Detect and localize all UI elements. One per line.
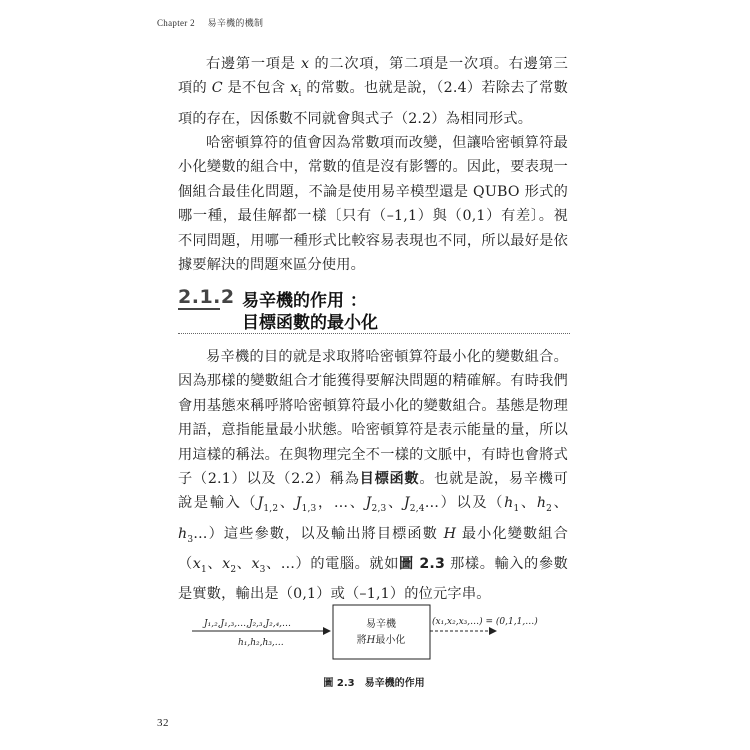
text-run: 、…）的電腦。就如 [265,555,399,572]
body-text-bottom [178,345,568,607]
math-symbol: h [504,495,514,512]
page-number: 32 [157,717,169,729]
math-symbol: H [443,525,457,542]
figure-ising-machine-box [333,605,430,659]
section-dotted-rule [178,333,570,334]
text-run: 。也就是說，易辛機可說是輸入（ [178,471,568,512]
section-title-line1: 易辛機的作用 ： [242,291,367,311]
figure-diagram [178,600,570,672]
figure-box-title: 易辛機 [366,619,396,630]
paragraph [178,131,568,277]
text-run: 哈密頓算符的值會因為常數項而改變，但讓哈密頓算符最小化變數的組合中，常數的值是沒有影響的。因此，要表現一個組合最佳化問題，不論是使用易辛模型還是 QUBO 形式的哪一種，最佳解都一樣〔只有（–1,1）與（0,1）有差〕。視不同問題，用哪一種形式比較容易表現也不同，所以最好是依據要解決的問題來區分使用。 [178,135,568,274]
running-head-title: 易辛機的機制 [207,18,264,28]
paragraph [178,52,568,131]
figure-input-parameters-h: h₁,h₂,h₃,… [238,638,284,648]
emphasis-text: 目標函數 [359,471,420,488]
subscript: 1 [200,564,207,575]
math-symbol: C [211,80,223,97]
subscript: 1,2 [263,504,279,515]
section-number: 2.1.2 [178,286,235,308]
math-symbol: h [178,525,188,542]
subscript: i [298,89,302,100]
text-run: 、 [236,555,252,572]
figure-input-parameters-j: J₁,₂,J₁,₃,…,J₂,₃,J₂,₄,… [204,619,292,629]
math-symbol: x [300,56,310,72]
text-run: ，…、 [316,495,366,512]
math-symbol: J [257,495,264,512]
text-run: 、 [386,495,404,512]
text-run: 最小化變數組合（ [178,525,568,572]
math-symbol: J [403,495,410,512]
text-run: 是不包含 [222,80,291,97]
section-number-underline [178,308,220,310]
figure-2-3 [178,600,570,690]
math-symbol: x [290,80,299,97]
math-symbol: x [251,555,260,572]
running-head-chapter: Chapter 2 [157,18,195,28]
running-head [157,16,263,29]
text-run: …）這些參數，以及輸出將目標函數 [193,525,444,542]
text-run: 那樣。輸入的參數是實數，輸出是（0,1）或（–1,1）的位元字串。 [178,555,569,603]
figure-caption: 圖 2.3 易辛機的作用 [323,678,425,689]
math-symbol: J [295,495,302,512]
math-symbol: J [365,495,372,512]
body-text-top [178,52,568,277]
subscript: 3 [259,564,266,575]
math-symbol: h [536,495,547,512]
subscript: 1,3 [301,504,317,515]
text-run: 右邊第一項是 [206,56,301,72]
figure-output-values: (x₁,x₂,x₃,…) = (0,1,1,…) [432,617,538,627]
subscript: 2,3 [371,504,387,515]
text-run: 、 [278,495,296,512]
subscript: 2 [546,504,553,515]
text-run: 的二次項，第二項是一次項。右邊第三項的 [178,56,568,97]
paragraph [178,345,568,607]
text-run: 的常數。也就是說，（2.4）若除去了常數項的存在，因係數不同就會與式子（2.2）為相同形式。 [178,80,568,127]
emphasis-text: 圖 2.3 [399,555,446,572]
text-run: 、 [206,555,223,572]
section-title-line2: 目標函數的最小化 [242,313,378,333]
math-symbol: x [222,555,231,572]
section-heading [178,286,568,332]
subscript: 2 [230,564,237,575]
text-run: …）以及（ [424,495,505,512]
subscript: 1 [513,504,520,515]
text-run: 、 [519,495,537,512]
math-symbol: x [192,555,201,572]
subscript: 2,4 [409,504,425,515]
figure-box-subtitle: 將H最小化 [356,635,406,646]
subscript: 3 [187,534,194,545]
text-run: 、 [552,495,568,512]
text-run: 易辛機的目的就是求取將哈密頓算符最小化的變數組合。因為那樣的變數組合才能獲得要解決問題的精確解。有時我們會用基態來稱呼將哈密頓算符最小化的變數組合。基態是物理用語，意指能量最小狀態。哈密頓算符是表示能量的量，所以用這樣的稱法。在與物理完全不一樣的文脈中，有時也會將式子（2.1）以及（2.2）稱為 [178,349,568,488]
